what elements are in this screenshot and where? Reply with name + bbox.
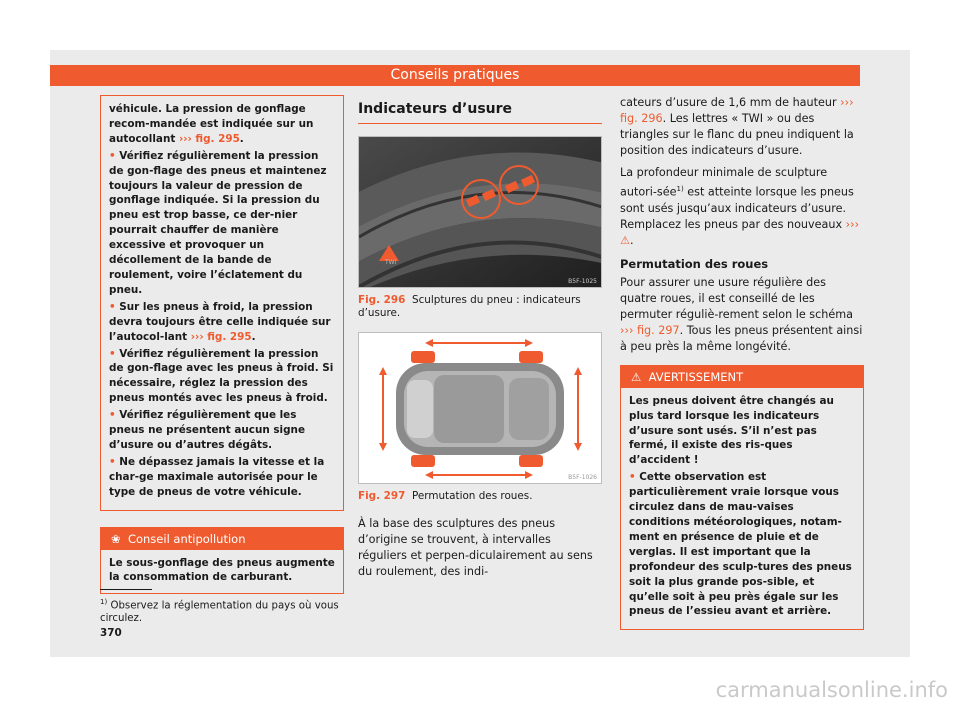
section-title: Indicateurs d’usure — [358, 101, 602, 124]
bullet-icon: • — [109, 455, 116, 468]
fig-295-link[interactable]: ››› fig. 295 — [178, 132, 240, 145]
body-paragraph: La profondeur minimale de sculpture autori-sée$^{1)}$ est atteinte lorsque les pneus sont usés jusqu’aux indicateurs d’usure. Remplacez les pneus par des nouveaux ››› ⚠. — [620, 166, 860, 247]
fig-296-image — [358, 136, 602, 288]
fig-296-link[interactable]: ››› fig. 296 — [620, 96, 854, 125]
body-paragraph: cateurs d’usure de 1,6 mm de hauteur ››› fig. 296. Les lettres « TWI » ou des triangles sur le flanc du pneu indiquent la position des indicateurs d’usure. — [620, 96, 854, 157]
warning-link[interactable]: ››› — [845, 217, 860, 231]
wheel-rotation-diagram — [359, 333, 602, 483]
bullet-item: • Cette observation est particulièrement vraie lorsque vous circulez dans de mau-vaises conditions météorologiques, notam-ment en présence de pluie et de verglas. Il est important que la profondeur des sculp-tures des pneus soit la plus grande pos-sible, et qu’elle soit à peu près égale sur les pneus de l’essieu avant et arrière. — [629, 471, 852, 618]
footnote: $^{1)}$ Observez la réglementation du pays où vous circulez. — [100, 583, 344, 625]
eco-tip-text: Le sous-gonflage des pneus augmente la consommation de carburant. — [109, 556, 335, 584]
bullet-item: • Sur les pneus à froid, la pression devra toujours être celle indiquée sur l’autocol-lant ››› fig. 295. — [109, 300, 331, 343]
footnote-rule — [100, 589, 152, 590]
fig-295-link[interactable]: ››› fig. 295 — [190, 330, 252, 343]
fig-297-image — [358, 332, 602, 484]
bullet-item: • Vérifiez régulièrement que les pneus ne présentent aucun signe d’usure ou d’autres dégâts. — [109, 409, 305, 451]
bullet-item: • Vérifiez régulièrement la pression de gon-flage des pneus et maintenez toujours la valeur de pression de gonflage indiquée. Si la pression du pneu est trop basse, ce der-nier pourrait chauffer de manière excessive et provoquer un décollement de la bande de roulement, voire l’éclatement du pneu. — [109, 149, 327, 296]
twi-label: TWI — [385, 259, 397, 266]
subsection-title: Permutation des roues — [620, 256, 769, 271]
warning-box — [620, 365, 864, 631]
warning-paragraph: Les pneus doivent être changés au plus tard lorsque les indicateurs d’usure sont usés. S’il n’est pas fermé, il existe des ris-ques d’accident ! — [629, 394, 834, 467]
left-column — [100, 95, 344, 594]
bullet-item: • Ne dépassez jamais la vitesse et la char-ge maximale autorisée pour le type de pneus de votre véhicule. — [109, 455, 325, 498]
leaf-icon: ❀ — [111, 531, 121, 546]
fig-296-caption: Fig. 296 Sculptures du pneu : indicateurs d’usure. — [358, 294, 581, 319]
bullet-icon: • — [629, 471, 636, 484]
section-header: Conseils pratiques — [50, 65, 860, 86]
warning-triangle-icon: ⚠ — [631, 369, 642, 384]
footnote-marker: 1) — [100, 598, 108, 606]
footnote-marker: 1) — [676, 185, 684, 193]
warning-header: ⚠ AVERTISSEMENT — [621, 366, 863, 388]
figure-code: B5F-1025 — [568, 278, 597, 285]
fig-297-caption: Fig. 297 Permutation des roues. — [358, 489, 533, 502]
watermark: carmanualsonline.info — [715, 678, 948, 702]
tyre-pressure-box — [100, 95, 344, 511]
page-number: 370 — [100, 627, 122, 639]
body-paragraph: À la base des sculptures des pneus d’origine se trouvent, à intervalles réguliers et perpen-diculairement au sens du roulement, des indi- — [358, 517, 593, 579]
warning-body — [621, 388, 863, 630]
middle-column — [358, 95, 602, 580]
right-column — [620, 95, 864, 630]
fig-297-link[interactable]: ››› fig. 297 — [620, 323, 680, 337]
bullet-item: • Vérifiez régulièrement la pression de gon-flage avec les pneus à froid. Si nécessaire, réglez la pression des pneus montés avec les pneus à froid. — [109, 347, 334, 405]
warning-triangle-icon: ⚠ — [620, 233, 631, 247]
bullet-icon: • — [109, 347, 116, 360]
bullet-icon: • — [109, 149, 116, 162]
figure-code: B5F-1026 — [568, 473, 597, 481]
bullet-icon: • — [109, 300, 116, 313]
body-paragraph: Pour assurer une usure régulière des quatre roues, il est conseillé de les permuter réguliè-rement selon le schéma ››› fig. 297. Tous les pneus présentent ainsi à peu près la même longévité. — [620, 275, 863, 353]
intro-paragraph: véhicule. La pression de gonflage recom-mandée est indiquée sur un autocollant ››› fig. 295. — [109, 103, 314, 145]
bullet-icon: • — [109, 409, 116, 422]
eco-tip-header: ❀ Conseil antipollution — [101, 528, 343, 550]
